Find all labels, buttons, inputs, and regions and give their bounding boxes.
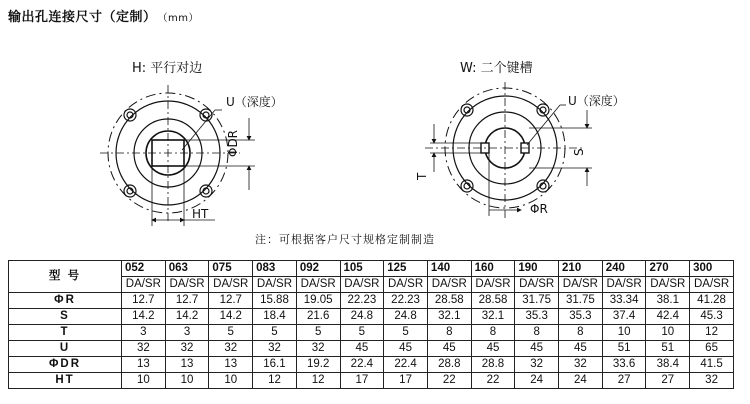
- table-cell: 45: [559, 341, 603, 357]
- model-cell: 075: [209, 261, 253, 277]
- table-cell: 19.2: [296, 357, 340, 373]
- table-cell: 22: [471, 373, 515, 389]
- table-cell: 12.7: [209, 293, 253, 309]
- type-cell: DA/SR: [515, 277, 559, 293]
- table-row: [9, 325, 734, 341]
- table-cell: 28.8: [427, 357, 471, 373]
- table-cell: 32: [165, 341, 209, 357]
- table-cell: 10: [122, 373, 166, 389]
- table-cell: 35.3: [559, 309, 603, 325]
- row-label-cell: ΦDR: [9, 357, 122, 373]
- table-cell: 22.23: [340, 293, 384, 309]
- title-unit: （mm）: [162, 13, 199, 24]
- model-cell: 140: [427, 261, 471, 277]
- table-cell: 24.8: [384, 309, 428, 325]
- type-cell: DA/SR: [602, 277, 646, 293]
- model-cell: 083: [253, 261, 297, 277]
- table-cell: 14.2: [122, 309, 166, 325]
- table-row: [9, 373, 734, 389]
- table-cell: 18.4: [253, 309, 297, 325]
- table-cell: 42.4: [646, 309, 690, 325]
- table-cell: 41.28: [690, 293, 734, 309]
- table-cell: 8: [427, 325, 471, 341]
- table-cell: 45: [384, 341, 428, 357]
- table-cell: 38.1: [646, 293, 690, 309]
- table-cell: 8: [559, 325, 603, 341]
- table-cell: 35.3: [515, 309, 559, 325]
- table-cell: 24.8: [340, 309, 384, 325]
- table-cell: 38.4: [646, 357, 690, 373]
- table-cell: 32.1: [471, 309, 515, 325]
- table-cell: 33.6: [602, 357, 646, 373]
- row-label-cell: T: [9, 325, 122, 341]
- table-cell: 19.05: [296, 293, 340, 309]
- table-cell: 14.2: [165, 309, 209, 325]
- model-cell: 270: [646, 261, 690, 277]
- type-cell: DA/SR: [690, 277, 734, 293]
- table-cell: 10: [602, 325, 646, 341]
- table-cell: 27: [602, 373, 646, 389]
- h-dr-label: ΦDR: [226, 129, 240, 157]
- table-cell: 27: [646, 373, 690, 389]
- w-flange-drawing: [425, 82, 592, 218]
- table-header-row: [9, 261, 734, 277]
- table-row: [9, 309, 734, 325]
- type-cell: DA/SR: [296, 277, 340, 293]
- table-cell: 12.7: [122, 293, 166, 309]
- w-s-label: S: [572, 148, 586, 156]
- table-row: [9, 357, 734, 373]
- model-header-cell: 型 号: [9, 261, 122, 293]
- model-cell: 125: [384, 261, 428, 277]
- customization-note: 注：可根据客户尺寸规格定制制造: [255, 233, 435, 246]
- w-u-depth-label: U（深度）: [568, 94, 625, 108]
- table-cell: 51: [602, 341, 646, 357]
- table-cell: 32: [122, 341, 166, 357]
- table-cell: 14.2: [209, 309, 253, 325]
- h-ht-label: HT: [192, 207, 209, 221]
- table-cell: 12.7: [165, 293, 209, 309]
- table-cell: 32: [296, 341, 340, 357]
- table-cell: 32.1: [427, 309, 471, 325]
- table-cell: 45: [515, 341, 559, 357]
- table-cell: 10: [209, 373, 253, 389]
- type-cell: DA/SR: [209, 277, 253, 293]
- table-cell: 10: [646, 325, 690, 341]
- model-cell: 160: [471, 261, 515, 277]
- w-r-label: ΦR: [530, 202, 548, 216]
- table-cell: 12: [690, 325, 734, 341]
- table-cell: 10: [165, 373, 209, 389]
- model-cell: 052: [122, 261, 166, 277]
- table-cell: 22: [427, 373, 471, 389]
- table-cell: 28.58: [471, 293, 515, 309]
- type-cell: DA/SR: [165, 277, 209, 293]
- table-cell: 12: [253, 373, 297, 389]
- w-diagram-heading: W: 二个键槽: [460, 61, 533, 76]
- table-cell: 24: [515, 373, 559, 389]
- row-label-cell: U: [9, 341, 122, 357]
- table-cell: 45: [471, 341, 515, 357]
- table-cell: 37.4: [602, 309, 646, 325]
- table-cell: 28.58: [427, 293, 471, 309]
- table-cell: 8: [471, 325, 515, 341]
- title-text: 输出孔连接尺寸（定制）: [8, 10, 157, 25]
- model-cell: 105: [340, 261, 384, 277]
- table-cell: 15.88: [253, 293, 297, 309]
- table-cell: 8: [515, 325, 559, 341]
- table-cell: 13: [165, 357, 209, 373]
- table-cell: 3: [122, 325, 166, 341]
- model-cell: 092: [296, 261, 340, 277]
- table-cell: 22.23: [384, 293, 428, 309]
- type-cell: DA/SR: [427, 277, 471, 293]
- table-cell: 32: [690, 373, 734, 389]
- table-cell: 22.4: [384, 357, 428, 373]
- type-cell: DA/SR: [471, 277, 515, 293]
- table-cell: 5: [340, 325, 384, 341]
- model-cell: 190: [515, 261, 559, 277]
- table-row: [9, 341, 734, 357]
- table-cell: 5: [253, 325, 297, 341]
- table-cell: 16.1: [253, 357, 297, 373]
- type-cell: DA/SR: [122, 277, 166, 293]
- table-cell: 24: [559, 373, 603, 389]
- type-cell: DA/SR: [559, 277, 603, 293]
- h-u-depth-label: U（深度）: [226, 95, 283, 109]
- table-cell: 5: [296, 325, 340, 341]
- table-cell: 12: [296, 373, 340, 389]
- table-cell: 32: [515, 357, 559, 373]
- table-cell: 5: [384, 325, 428, 341]
- table-cell: 17: [384, 373, 428, 389]
- table-cell: 13: [209, 357, 253, 373]
- model-cell: 300: [690, 261, 734, 277]
- table-cell: 28.8: [471, 357, 515, 373]
- table-cell: 31.75: [559, 293, 603, 309]
- table-cell: 51: [646, 341, 690, 357]
- w-t-label: T: [415, 172, 429, 180]
- table-cell: 21.6: [296, 309, 340, 325]
- table-cell: 45: [340, 341, 384, 357]
- table-cell: 3: [165, 325, 209, 341]
- row-label-cell: ΦR: [9, 293, 122, 309]
- table-cell: 17: [340, 373, 384, 389]
- table-cell: 32: [559, 357, 603, 373]
- table-cell: 32: [253, 341, 297, 357]
- table-cell: 41.5: [690, 357, 734, 373]
- table-cell: 65: [690, 341, 734, 357]
- dimension-table: [8, 260, 734, 389]
- table-cell: 13: [122, 357, 166, 373]
- table-cell: 5: [209, 325, 253, 341]
- h-diagram-heading: H: 平行对边: [132, 61, 203, 76]
- table-cell: 32: [209, 341, 253, 357]
- type-cell: DA/SR: [646, 277, 690, 293]
- model-cell: 210: [559, 261, 603, 277]
- table-row: [9, 293, 734, 309]
- table-cell: 33.34: [602, 293, 646, 309]
- type-cell: DA/SR: [384, 277, 428, 293]
- type-cell: DA/SR: [340, 277, 384, 293]
- row-label-cell: S: [9, 309, 122, 325]
- table-cell: 31.75: [515, 293, 559, 309]
- table-cell: 22.4: [340, 357, 384, 373]
- model-cell: 063: [165, 261, 209, 277]
- model-cell: 240: [602, 261, 646, 277]
- table-cell: 45.3: [690, 309, 734, 325]
- type-cell: DA/SR: [253, 277, 297, 293]
- table-cell: 45: [427, 341, 471, 357]
- row-label-cell: HT: [9, 373, 122, 389]
